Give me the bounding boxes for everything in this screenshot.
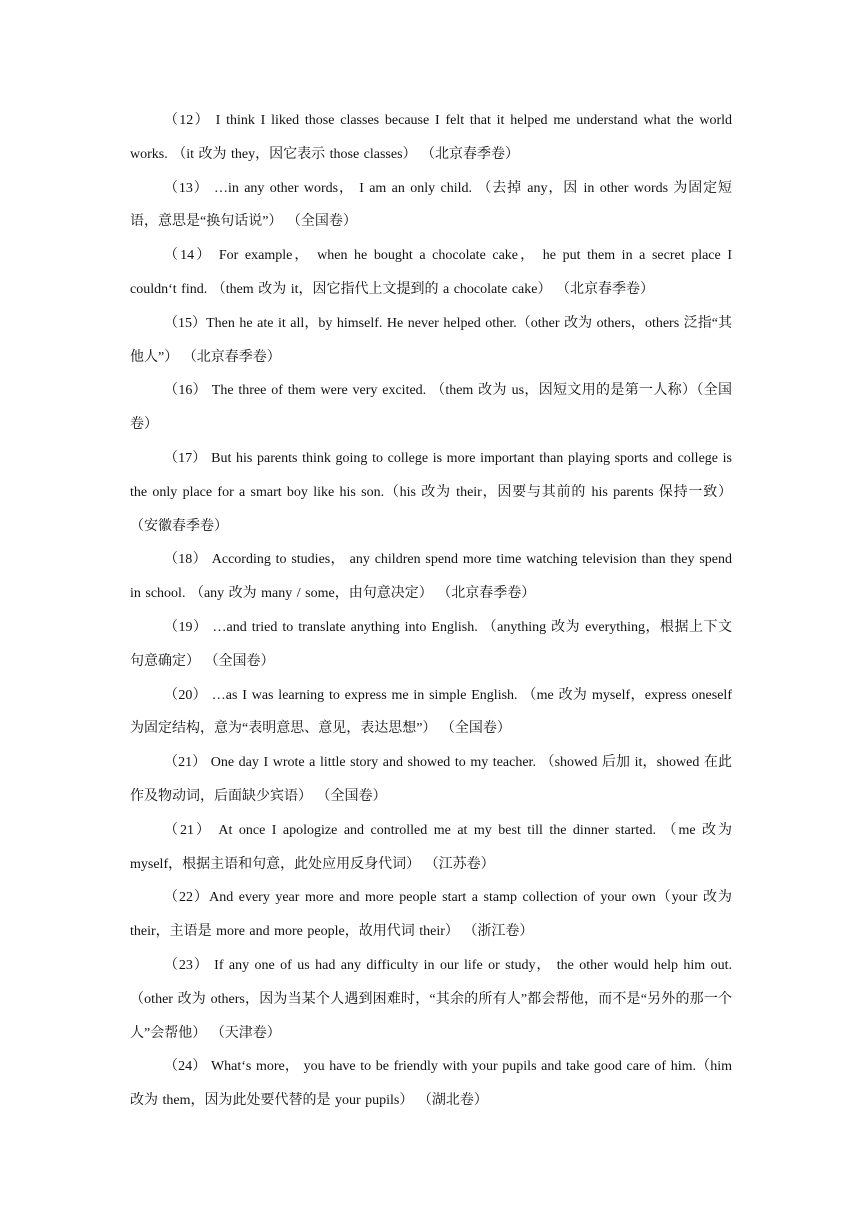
exercise-item-19: （19） …and tried to translate anything into English. （anything 改为 everything，根据上下文句意确定） （全国卷）: [130, 619, 732, 669]
exercise-item-21b: （21） At once I apologize and controlled me at my best till the dinner started. （me 改为 myself，根据主语和句意，此处应用反身代词） （江苏卷）: [130, 822, 732, 872]
exercise-item-24: （24） What‘s more， you have to be friendly with your pupils and take good care of him.（him 改为 them，因为此处要代替的是 your pupils） （湖北卷）: [130, 1059, 732, 1109]
exercise-item-23: （23） If any one of us had any difficulty in our life or study， the other would help him out.（other 改为 others，因为当某个人遇到困难时，“其余的所有人”都会帮他，而不是“另外的那一个人”会帮他） （天津卷）: [130, 957, 732, 1041]
exercise-item-20: （20） …as I was learning to express me in simple English. （me 改为 myself，express oneself 为固定结构，意为“表明意思、意见，表达思想”） （全国卷）: [130, 687, 732, 737]
exercise-item-15: （15）Then he ate it all，by himself. He never helped other.（other 改为 others，others 泛指“其他人”） （北京春季卷）: [130, 315, 732, 365]
exercise-item-12: （12） I think I liked those classes because I felt that it helped me understand what the world works. （it 改为 they，因它表示 those classes） （北京春季卷）: [130, 113, 732, 162]
exercise-item-17: （17） But his parents think going to college is more important than playing sports and college is the only place for a smart boy like his son.（his 改为 their，因要与其前的 his parents 保持一致） （安徽春季卷）: [130, 450, 732, 534]
exercise-item-13: （13） …in any other words， I am an only child. （去掉 any，因 in other words 为固定短语，意思是“换句话说”） （全国卷）: [130, 180, 732, 230]
exercise-item-18: （18） According to studies， any children spend more time watching television than they spend in school. （any 改为 many / some，由句意决定） （北京春季卷）: [130, 552, 732, 602]
exercise-item-22: （22）And every year more and more people start a stamp collection of your own（your 改为 their，主语是 more and more people，故用代词 their） （浙江卷）: [130, 890, 732, 940]
exercise-item-14: （14） For example， when he bought a chocolate cake， he put them in a secret place I couldn‘t find. （them 改为 it，因它指代上文提到的 a chocolate cake） （北京春季卷）: [130, 248, 732, 297]
exercise-item-16: （16） The three of them were very excited. （them 改为 us，因短文用的是第一人称）（全国卷）: [130, 383, 732, 433]
document-body: [130, 104, 732, 1118]
exercise-item-21a: （21） One day I wrote a little story and showed to my teacher. （showed 后加 it，showed 在此作及物动词，后面缺少宾语） （全国卷）: [130, 755, 732, 804]
